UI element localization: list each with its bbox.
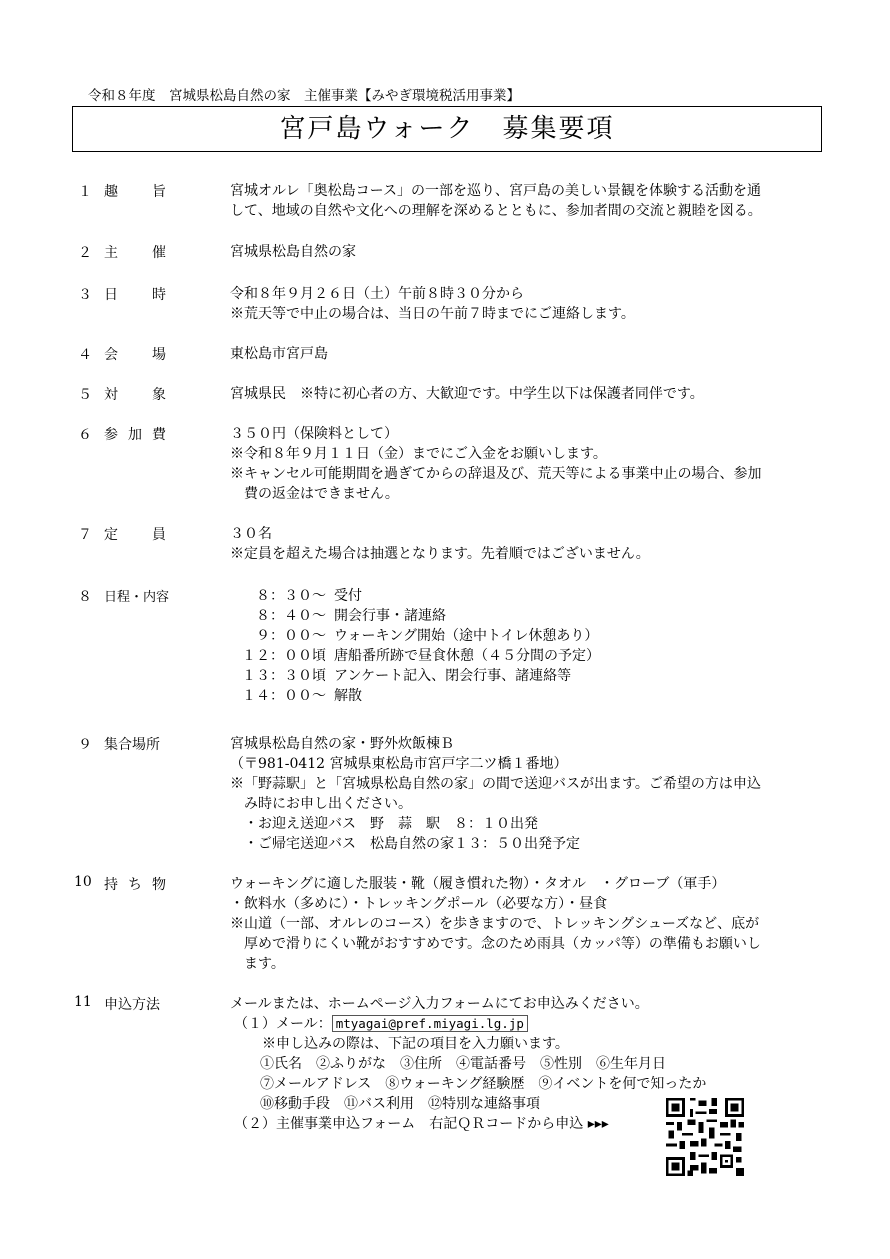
qr-code-icon[interactable] (666, 1098, 744, 1176)
section-label: 定 員 (104, 527, 166, 543)
section-label: 日 時 (104, 287, 166, 303)
page-title: 宮戸島ウォーク 募集要項 (279, 114, 615, 144)
section-label: 趣 旨 (104, 184, 166, 200)
email-link[interactable]: mtyagai@pref.miyagi.lg.jp (332, 1015, 528, 1032)
header-line: 令和８年度 宮城県松島自然の家 主催事業【みやぎ環境税活用事業】 (88, 88, 520, 104)
schedule-row: １３：３０頃 アンケート記入、閉会行事、諸連絡等 (242, 668, 572, 684)
section-label: 会 場 (104, 347, 166, 363)
schedule-row: １２：００頃 唐船番所跡で昼食休憩（４５分間の予定） (242, 648, 600, 664)
schedule-row: ８：３０～ 受付 (256, 588, 362, 604)
section-label: 主 催 (104, 245, 166, 261)
title-box (72, 106, 822, 152)
form-link[interactable]: （２）主催事業申込フォーム 右記ＱＲコードから申込 ▸▸▸ (234, 1116, 609, 1132)
schedule-row: １４：００～ 解散 (242, 688, 362, 704)
section-label: 対 象 (104, 387, 166, 403)
schedule-row: ９：００～ ウォーキング開始（途中トイレ休憩あり） (256, 628, 599, 644)
schedule-row: ８：４０～ 開会行事・諸連絡 (256, 608, 446, 624)
section-label: 参 加 費 (104, 427, 166, 443)
section-label: 持 ち 物 (104, 877, 166, 893)
schedule-table (226, 586, 600, 706)
